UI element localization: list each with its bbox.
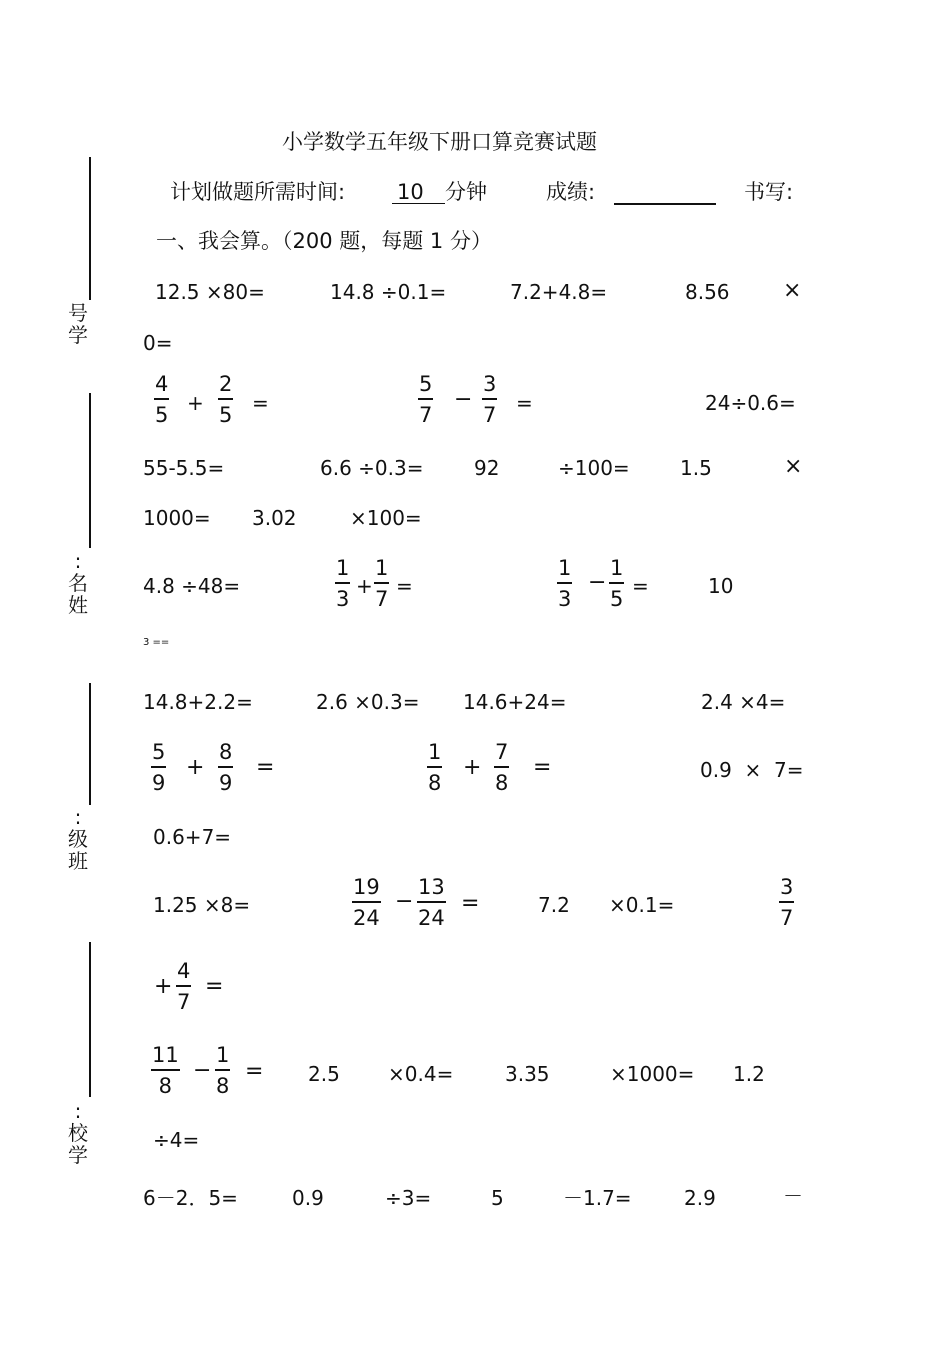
problem-part: 2.9 (684, 1186, 716, 1210)
fraction: 8 9 (219, 740, 233, 795)
plus-sign: + (186, 755, 205, 780)
equals-sign: = (516, 391, 533, 415)
problem-part: 1.5 (680, 456, 712, 480)
equals-sign: = (533, 755, 552, 780)
times-sign: × (784, 454, 803, 479)
problem-part: 0.9 (292, 1186, 324, 1210)
problem: 55-5.5= (143, 456, 225, 480)
problem-part: 10 (708, 574, 734, 598)
fraction: 1 3 (336, 556, 350, 611)
plus-sign: + (463, 755, 482, 780)
problem-part: ÷3= (385, 1186, 432, 1210)
equals-sign: = (245, 1059, 264, 1084)
plus-sign: + (356, 574, 373, 598)
problem: 12.5 ×80= (155, 280, 265, 304)
problem: 2.6 ×0.3= (316, 690, 420, 714)
binding-line (89, 393, 91, 548)
plus-sign: + (154, 974, 173, 999)
equals-sign: = (396, 574, 413, 598)
problem: 0.9 × 7= (700, 758, 804, 782)
problem: 14.8+2.2= (143, 690, 253, 714)
problem-part: 8.56 (685, 280, 730, 304)
times-sign: × (783, 278, 802, 303)
fraction: 4 7 (177, 959, 191, 1014)
time-value-field[interactable]: 10 (392, 182, 445, 204)
score-label: 成绩: (546, 180, 596, 204)
problem-part: ÷100= (558, 456, 630, 480)
problem-part: ×0.4= (388, 1062, 454, 1086)
minus-sign: － (783, 1184, 803, 1208)
class-label: : 级 班 (68, 805, 88, 873)
fraction: 19 24 (353, 875, 380, 930)
minus-sign: − (454, 387, 473, 412)
equals-sign: = (252, 391, 269, 415)
problem-part: ×100= (350, 506, 422, 530)
binding-line (89, 942, 91, 1097)
problem-part: ÷4= (153, 1128, 200, 1152)
binding-line (89, 683, 91, 805)
problem-part: 2.5 (308, 1062, 340, 1086)
problem-part: 7.2 (538, 893, 570, 917)
score-blank[interactable] (614, 203, 716, 205)
student-name-label: : 名 姓 (68, 549, 88, 617)
problem-part: 1.2 (733, 1062, 765, 1086)
minus-sign: − (395, 889, 414, 914)
page-title: 小学数学五年级下册口算竞赛试题 (282, 130, 597, 154)
writing-label: 书写: (744, 180, 794, 204)
equals-sign: = (632, 574, 649, 598)
fraction: 1 3 (558, 556, 572, 611)
section-heading: 一、我会算。（200 题，每题 1 分） (156, 229, 492, 253)
plus-sign: + (187, 391, 204, 415)
problem-part: 1000= (143, 506, 211, 530)
problem: 14.8 ÷0.1= (330, 280, 447, 304)
problem-part: 0= (143, 331, 173, 355)
problem-part: ×1000= (610, 1062, 695, 1086)
problem: 24÷0.6= (705, 391, 796, 415)
fraction: 1 8 (216, 1043, 230, 1098)
equals-sign: = (205, 974, 224, 999)
school-label: : 校 学 (68, 1099, 88, 1167)
fraction: 3 7 (483, 372, 497, 427)
fraction: 4 5 (155, 372, 169, 427)
problem: 4.8 ÷48= (143, 574, 241, 598)
problem: 2.4 ×4= (701, 690, 786, 714)
equals-sign: = (256, 755, 275, 780)
binding-line (89, 157, 91, 300)
problem-part: 5 (491, 1186, 504, 1210)
equals-sign: = (461, 891, 480, 916)
fraction: 5 7 (419, 372, 433, 427)
problem-part: 3.02 (252, 506, 297, 530)
minus-sign: − (588, 570, 607, 595)
fraction: 1 7 (375, 556, 389, 611)
problem: 1.25 ×8= (153, 893, 251, 917)
problem: 0.6+7= (153, 825, 232, 849)
problem-part: 92 (474, 456, 500, 480)
fraction: 7 8 (495, 740, 509, 795)
problem-part: ×0.1= (609, 893, 675, 917)
fraction: 11 8 (152, 1043, 179, 1098)
problem-part: －1.7= (563, 1186, 632, 1210)
fraction: 13 24 (418, 875, 445, 930)
student-number-label: 号 学 (68, 301, 88, 347)
fraction: 1 5 (610, 556, 624, 611)
time-label: 计划做题所需时间: (170, 180, 346, 204)
fraction: 3 7 (780, 875, 794, 930)
problem: 6－2．5= (143, 1186, 238, 1210)
problem: 6.6 ÷0.3= (320, 456, 424, 480)
time-unit: 分钟 (445, 180, 487, 204)
problem-part: 3.35 (505, 1062, 550, 1086)
fraction: 1 8 (428, 740, 442, 795)
minus-sign: − (193, 1058, 212, 1083)
fraction: 5 9 (152, 740, 166, 795)
problem: 7.2+4.8= (510, 280, 608, 304)
stray-text: 3 == (143, 637, 170, 648)
problem: 14.6+24= (463, 690, 567, 714)
fraction: 2 5 (219, 372, 233, 427)
